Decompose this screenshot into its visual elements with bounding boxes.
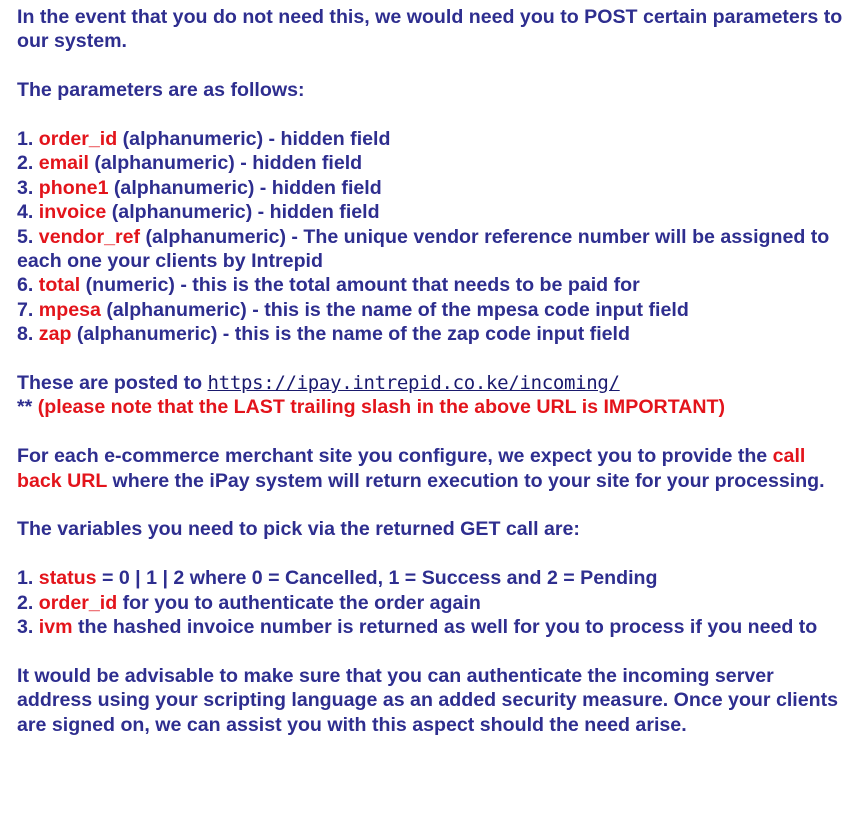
variables-list: [17, 566, 845, 639]
param-item: 4. invoice (alphanumeric) - hidden field: [17, 201, 380, 224]
posted-to-line: These are posted to https://ipay.intrepid.co.ke/incoming/: [17, 372, 620, 395]
param-item: 6. total (numeric) - this is the total amount that needs to be paid for: [17, 274, 640, 297]
param-name: total: [38, 274, 81, 297]
params-list: [17, 127, 845, 347]
param-name: vendor_ref: [38, 225, 141, 248]
spacer: [17, 54, 845, 78]
params-heading: The parameters are as follows:: [17, 79, 305, 102]
param-item: 7. mpesa (alphanumeric) - this is the name of the mpesa code input field: [17, 298, 689, 321]
param-name: email: [38, 152, 89, 175]
param-item: 1. order_id (alphanumeric) - hidden field: [17, 128, 391, 150]
closing-paragraph: It would be advisable to make sure that you can authenticate the incoming server address using your scripting language as an added security measure. Once your clients are signed on, we can assist you with this aspect should the need arise.: [17, 664, 839, 736]
callback-url-term: call back URL: [17, 445, 806, 492]
spacer: [17, 542, 845, 566]
param-item: 8. zap (alphanumeric) - this is the name of the zap code input field: [17, 323, 630, 346]
param-name: zap: [38, 323, 72, 346]
param-desc: (numeric) - this is the total amount that needs to be paid for: [80, 274, 640, 297]
param-name: order_id: [38, 128, 118, 150]
param-name: invoice: [38, 201, 107, 224]
param-desc: (alphanumeric) - this is the name of the mpesa code input field: [100, 298, 689, 321]
param-item: 5. vendor_ref (alphanumeric) - The unique vendor reference number will be assigned to each one your clients by Intrepid: [17, 225, 830, 273]
param-desc: (alphanumeric) - hidden field: [117, 128, 391, 150]
intro-paragraph: In the event that you do not need this, we would need you to POST certain parameters to our system.: [17, 6, 843, 53]
variable-item: 2. order_id for you to authenticate the order again: [17, 591, 481, 614]
spacer: [17, 347, 845, 371]
param-item: 3. phone1 (alphanumeric) - hidden field: [17, 176, 382, 199]
param-desc: (alphanumeric) - hidden field: [106, 201, 380, 224]
variable-desc: the hashed invoice number is returned as well for you to process if you need to: [72, 616, 818, 639]
variable-item: 1. status = 0 | 1 | 2 where 0 = Cancelled, 1 = Success and 2 = Pending: [17, 567, 658, 590]
url-note-warning: (please note that the LAST trailing slash in the above URL is IMPORTANT): [37, 396, 726, 419]
param-name: mpesa: [38, 298, 101, 321]
param-item: 2. email (alphanumeric) - hidden field: [17, 152, 363, 175]
param-desc: (alphanumeric) - hidden field: [108, 176, 382, 199]
variable-desc: = 0 | 1 | 2 where 0 = Cancelled, 1 = Success and 2 = Pending: [96, 567, 658, 590]
callback-paragraph: For each e-commerce merchant site you configure, we expect you to provide the call back URL where the iPay system will return execution to your site for your processing.: [17, 445, 825, 492]
spacer: [17, 103, 845, 127]
incoming-url-link[interactable]: https://ipay.intrepid.co.ke/incoming/: [207, 372, 620, 395]
param-name: phone1: [38, 176, 109, 199]
variable-desc: for you to authenticate the order again: [117, 591, 481, 614]
variable-name: status: [38, 567, 97, 590]
param-desc: (alphanumeric) - this is the name of the zap code input field: [71, 323, 630, 346]
param-desc: (alphanumeric) - hidden field: [88, 152, 363, 175]
variable-name: order_id: [38, 591, 118, 614]
url-note: ** (please note that the LAST trailing slash in the above URL is IMPORTANT): [17, 396, 726, 419]
variables-heading: The variables you need to pick via the returned GET call are:: [17, 518, 580, 541]
spacer: [17, 420, 845, 444]
variable-name: ivm: [38, 616, 73, 639]
document-body: [17, 5, 845, 737]
spacer: [17, 639, 845, 663]
spacer: [17, 493, 845, 517]
param-desc: (alphanumeric) - The unique vendor reference number will be assigned to each one your clients by Intrepid: [17, 225, 830, 273]
variable-item: 3. ivm the hashed invoice number is returned as well for you to process if you need to: [17, 616, 818, 639]
